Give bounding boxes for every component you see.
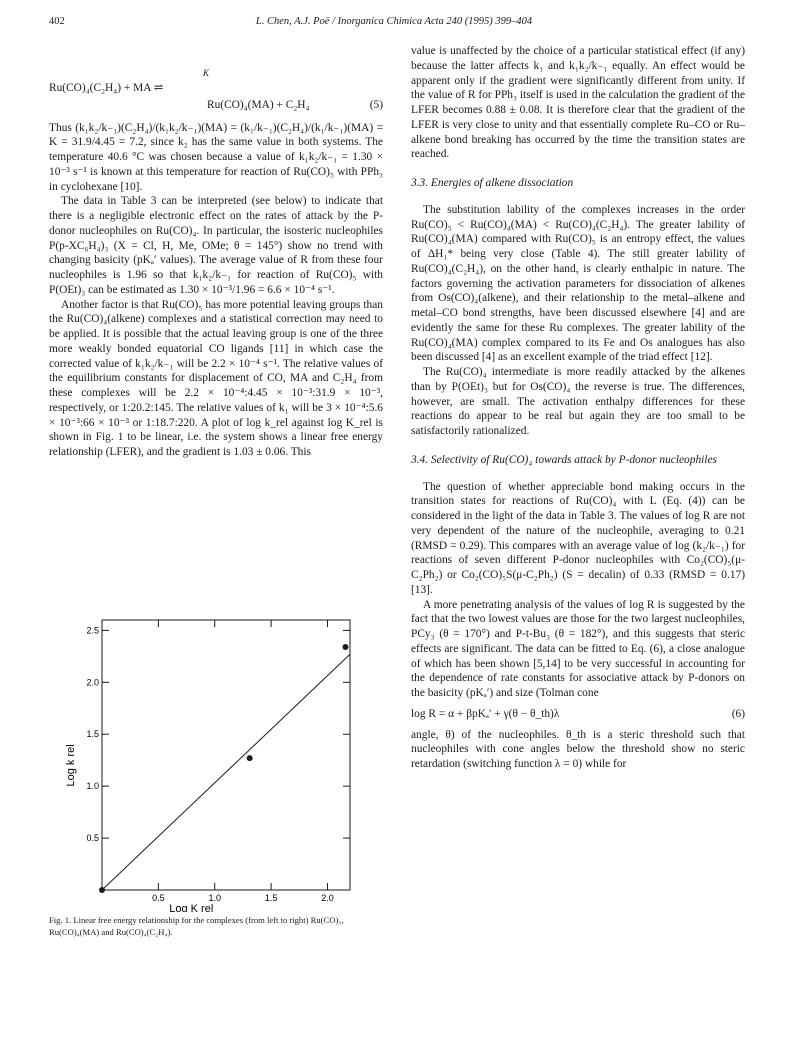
paragraph: The data in Table 3 can be interpreted (see below) to indicate that there is a negligible electronic effect on the rates of attack by the P-donor nucleophiles on Ru(CO)₄. In particular, the isosteric nucleophiles P(p-XC₆H₄)₃ (X = Cl, H, Me, OMe; θ = 145°) show no trend with changing basicity (pKₐ′ values). The average value of R from these four nucleophiles is 1.96 so that k₁k₂/k₋₁ for reaction of Ru(CO)₅ with P(OEt)₃ can be estimated as 1.30 × 10⁻³/1.96 = 6.6 × 10⁻⁴ s⁻¹. xyxy=(49,195,383,296)
figure-1 xyxy=(60,612,382,912)
y-tick-label: 1.0 xyxy=(86,781,99,792)
paragraph: Thus (k₁k₂/k₋₁)(C₂H₄)/(k₁k₂/k₋₁)(MA) = (k₁/k₋₁)(C₂H₄)/(k₁/k₋₁)(MA) = K = 31.9/4.45 = 7.2, since k₂ has the same value in both systems. The temperature 40.6 °C was chosen because a value of k₁k₂/k₋₁ = 1.30 × 10⁻³ s⁻¹ is known at this temperature for reaction of Ru(CO)₅ with PPh₃ in cyclohexane [10]. xyxy=(49,121,383,193)
x-axis-label: Log K rel xyxy=(169,903,214,912)
figure-caption: Fig. 1. Linear free energy relationship for the complexes (from left to right) Ru(CO)₅, Ru(CO)₄(MA) and Ru(CO)₄(C₂H₄). xyxy=(49,915,344,937)
y-tick-label: 2.0 xyxy=(86,677,99,688)
paragraph: Another factor is that Ru(CO)₅ has more potential leaving groups than the Ru(CO)₄(alkene) complexes and a statistical correction may need to be applied. It is possible that the actual leaving group is one of the three more weakly bonded equatorial CO ligands [11] in which case the corrected value of k₁k₂/k₋₁ will be 2.2 × 10⁻⁴ s⁻¹. The relative values of the equilibrium constants for displacement of CO, MA and C₂H₄ from these complexes will be 2.2 × 10⁻⁴:4.45 × 10⁻³:31.9 × 10⁻³, respectively, or 1:20.2:145. The relative values of k₁ will be 3 × 10⁻⁴:5.6 × 10⁻³:66 × 10⁻³ or 1:18.7:220. A plot of log k_rel against log K_rel is shown in Fig. 1 to be linear, i.e. the system shows a linear free energy relationship (LFER), and the gradient is 1.03 ± 0.06. This xyxy=(49,298,383,458)
tick-label-group xyxy=(86,625,333,903)
lfer-chart xyxy=(60,612,382,912)
tick-group xyxy=(102,620,350,890)
data-point xyxy=(342,644,348,650)
plot-frame xyxy=(102,620,350,890)
data-point-group xyxy=(99,644,348,893)
paragraph: value is unaffected by the choice of a particular statistical effect (if any) because the latter affects k₁ and k₁k₂/k₋₁ equally. An effect would be apparent only if the gradient were significantly different from unity. If the value of R for PPh₃ itself is used in the calculation the gradient of the LFER becomes 0.88 ± 0.08. It is therefore clear that the gradient of the LFER is very close to unity and that essentially complete Ru–CO or Ru–alkene bond breaking has occurred by the time the transition states are reached. xyxy=(411,45,745,161)
x-tick-label: 2.0 xyxy=(321,893,334,903)
equation-5-line-2 xyxy=(49,98,383,113)
equation-5-line-1 xyxy=(49,74,383,96)
y-tick-label: 1.5 xyxy=(86,729,99,740)
x-tick-label: 1.5 xyxy=(264,893,278,903)
running-head: L. Chen, A.J. Poë / Inorganica Chimica Acta 240 (1995) 399–404 xyxy=(255,16,533,27)
data-point xyxy=(99,887,105,893)
equation-k-label: K xyxy=(203,68,210,78)
equation-6-body: log R = α + βpKₐ′ + γ(θ − θ_th)λ xyxy=(411,707,560,720)
equation-6-number: (6) xyxy=(731,707,745,720)
left-column xyxy=(49,44,383,460)
paragraph: The question of whether appreciable bond making occurs in the transition states for reactions of Ru(CO)₄ with L (Eq. (4)) can be considered in the light of the data in Table 3. The values of log R are not very dependent of the nature of the nucleophile, averaging to 0.21 (RMSD = 0.29). This compares with an average value of log (k₂/k₋₁) for reactions of seven different P-donor nucleophiles with Co₂(CO)₅(μ-C₂Ph₂) or Co₂(CO)₅S(μ-C₂Ph₂) (S = decalin) of 0.33 (RMSD = 0.17) [13]. xyxy=(411,480,745,596)
x-tick-label: 1.0 xyxy=(208,893,221,903)
page-number: 402 xyxy=(49,16,65,27)
data-point xyxy=(247,755,253,761)
y-tick-label: 0.5 xyxy=(86,833,99,844)
equation-6 xyxy=(411,707,745,722)
paragraph: angle, θ) of the nucleophiles. θ_th is a steric threshold such that nucleophiles with cone angles below the threshold show no steric retardation (switching function λ = 0) while for xyxy=(411,728,745,770)
right-column xyxy=(411,44,745,772)
y-tick-label: 2.5 xyxy=(86,625,99,636)
paragraph: A more penetrating analysis of the values of log R is suggested by the fact that the two lowest values are those for the two largest nucleophiles, PCy₃ (θ = 170°) and P-t-Bu₃ (θ = 182°), and this suggests that steric effects are significant. The data can be fitted to Eq. (6), a close analogue of which has been shown [5,14] to be very successful in accounting for the dependence of rate constants for associative attack by P-donors on the basicity (pKₐ′) and size (Tolman cone xyxy=(411,598,745,699)
section-heading: 3.3. Energies of alkene dissociation xyxy=(411,177,574,189)
equation-5-right: Ru(CO)₄(MA) + C₂H₄ xyxy=(207,98,310,111)
x-tick-label: 0.5 xyxy=(152,893,165,903)
paragraph: The Ru(CO)₄ intermediate is more readily attacked by the alkenes than by P(OEt)₃ but for Os(CO)₄ the reverse is true. The differences, however, are small. The activation enthalpy differences for these reactions do appear to be real but again they are too small to be satisfactorily rationalized. xyxy=(411,366,745,437)
fit-line xyxy=(102,654,350,890)
y-axis-label: Log k rel xyxy=(65,744,77,787)
equation-5-number: (5) xyxy=(369,98,383,111)
equation-5-left: Ru(CO)₄(C₂H₄) + MA ⇌ xyxy=(49,82,164,94)
section-heading: 3.4. Selectivity of Ru(CO)₄ towards attack by P-donor nucleophiles xyxy=(411,453,717,466)
paragraph: The substitution lability of the complexes increases in the order Ru(CO)₅ < Ru(CO)₄(MA) < Ru(CO)₄(C₂H₄). The greater lability of Ru(CO)₄(MA) compared with Ru(CO)₅ is an entropy effect, the values of ΔH₁* being very close (Table 4). The still greater lability of Ru(CO)₄(C₂H₄), on the other hand, is clearly enthalpic in nature. The factors governing the activation parameters for dissociation of alkenes from Os(CO)₄(alkene), and their relationship to the metal–alkene and metal–CO bond strengths, have been discussed elsewhere [4] and are evidently the same for these Ru complexes. The greater lability of the Ru(CO)₄(MA) complex compared to its Fe and Os analogues has also been discussed [4] as an excellent example of the triad effect [12]. xyxy=(411,203,745,364)
